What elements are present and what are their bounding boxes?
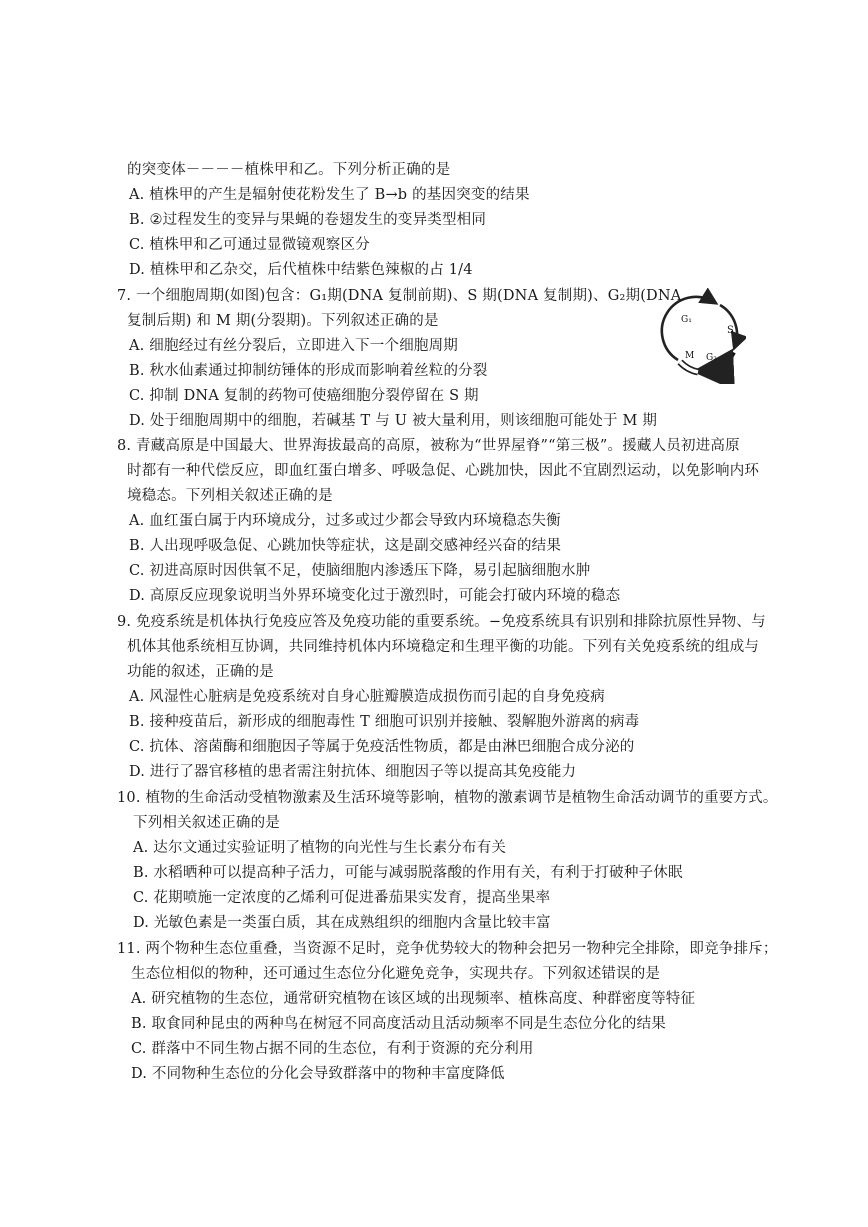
q6-option-c: C. 植株甲和乙可通过显微镜观察区分 bbox=[129, 237, 370, 253]
q6-option-b: B. ②过程发生的变异与果蝇的卷翅发生的变异类型相同 bbox=[129, 212, 487, 228]
g1-label: G₁ bbox=[681, 315, 692, 325]
q9-option-b: B. 接种疫苗后，新形成的细胞毒性 T 细胞可识别并接触、裂解胞外游离的病毒 bbox=[129, 714, 640, 730]
q6-option-d: D. 植株甲和乙杂交，后代植株中结紫色辣椒的占 1/4 bbox=[129, 262, 473, 278]
q11-stem-line-2: 生态位相似的物种，还可通过生态位分化避免竞争，实现共存。下列叙述错误的是 bbox=[131, 966, 661, 982]
q7-option-b: B. 秋水仙素通过抑制纺锤体的形成而影响着丝粒的分裂 bbox=[129, 363, 488, 379]
q11-option-c: C. 群落中不同生物占据不同的生态位，有利于资源的充分利用 bbox=[131, 1041, 534, 1057]
q6-option-a: A. 植株甲的产生是辐射使花粉发生了 B→b 的基因突变的结果 bbox=[129, 187, 530, 203]
q9-stem-line-2: 机体其他系统相互协调，共同维持机体内环境稳定和生理平衡的功能。下列有关免疫系统的组成与 bbox=[127, 639, 760, 655]
q9-option-c: C. 抗体、溶菌酶和细胞因子等属于免疫活性物质，都是由淋巴细胞合成分泌的 bbox=[129, 739, 635, 755]
q9-stem-line-1: 9. 免疫系统是机体执行免疫应答及免疫功能的重要系统。−免疫系统具有识别和排除抗原性异物、与 bbox=[117, 614, 766, 630]
q7-stem-line-2: 复制后期) 和 M 期(分裂期)。下列叙述正确的是 bbox=[127, 313, 439, 329]
q10-stem-line-1: 10. 植物的生命活动受植物激素及生活环境等影响，植物的激素调节是植物生命活动调节的重要方式。 bbox=[117, 790, 778, 806]
q9-option-a: A. 风湿性心脏病是免疫系统对自身心脏瓣膜造成损伤而引起的自身免疫病 bbox=[129, 689, 605, 705]
q10-option-c: C. 花期喷施一定浓度的乙烯利可促进番茄果实发育，提高坐果率 bbox=[133, 890, 551, 906]
q7-option-c: C. 抑制 DNA 复制的药物可使癌细胞分裂停留在 S 期 bbox=[129, 388, 479, 404]
q7-option-d: D. 处于细胞周期中的细胞，若碱基 T 与 U 被大量利用，则该细胞可能处于 M 期 bbox=[129, 413, 658, 429]
q7-stem-line-1: 7. 一个细胞周期(如图)包含：G₁期(DNA 复制前期)、S 期(DNA 复制期)、G₂期(DNA bbox=[117, 288, 682, 304]
q11-option-a: A. 研究植物的生态位，通常研究植物在该区域的出现频率、植株高度、种群密度等特征 bbox=[131, 991, 696, 1007]
q8-option-c: C. 初进高原时因供氧不足，使脑细胞内渗透压下降，易引起脑细胞水肿 bbox=[129, 563, 591, 579]
q9-option-d: D. 进行了器官移植的患者需注射抗体、细胞因子等以提高其免疫能力 bbox=[129, 764, 577, 780]
q6-stem-tail: 的突变体－－－－植株甲和乙。下列分析正确的是 bbox=[127, 162, 451, 178]
q8-option-d: D. 高原反应现象说明当外界环境变化过于激烈时，可能会打破内环境的稳态 bbox=[129, 588, 621, 604]
cell-cycle-diagram bbox=[656, 288, 746, 384]
q11-option-d: D. 不同物种生态位的分化会导致群落中的物种丰富度降低 bbox=[131, 1066, 505, 1082]
q10-stem-line-2: 下列相关叙述正确的是 bbox=[133, 815, 280, 831]
q10-option-a: A. 达尔文通过实验证明了植物的向光性与生长素分布有关 bbox=[133, 840, 507, 856]
q7-option-a: A. 细胞经过有丝分裂后，立即进入下一个细胞周期 bbox=[129, 338, 458, 354]
q8-option-a: A. 血红蛋白属于内环境成分，过多或过少都会导致内环境稳态失衡 bbox=[129, 513, 561, 529]
q8-option-b: B. 人出现呼吸急促、心跳加快等症状，这是副交感神经兴奋的结果 bbox=[129, 538, 562, 554]
m-label: M bbox=[685, 351, 695, 361]
g2-label: G₂ bbox=[706, 353, 717, 363]
q10-option-d: D. 光敏色素是一类蛋白质，其在成熟组织的细胞内含量比较丰富 bbox=[133, 915, 551, 931]
q10-option-b: B. 水稻晒种可以提高种子活力，可能与减弱脱落酸的作用有关，有利于打破种子休眠 bbox=[133, 865, 683, 881]
q11-stem-line-1: 11. 两个物种生态位重叠，当资源不足时，竞争优势较大的物种会把另一物种完全排除，即竞争排斥； bbox=[117, 941, 778, 957]
s-label: S bbox=[727, 325, 734, 336]
q8-stem-line-2: 时都有一种代偿反应，即血红蛋白增多、呼吸急促、心跳加快，因此不宜剧烈运动，以免影响内环 bbox=[127, 463, 760, 479]
q11-option-b: B. 取食同种昆虫的两种鸟在树冠不同高度活动且活动频率不同是生态位分化的结果 bbox=[131, 1016, 666, 1032]
q8-stem-line-1: 8. 青藏高原是中国最大、世界海拔最高的高原，被称为“世界屋脊”“第三极”。援藏人员初进高原 bbox=[117, 438, 740, 454]
q9-stem-line-3: 功能的叙述，正确的是 bbox=[127, 664, 274, 680]
q8-stem-line-3: 境稳态。下列相关叙述正确的是 bbox=[127, 488, 333, 504]
